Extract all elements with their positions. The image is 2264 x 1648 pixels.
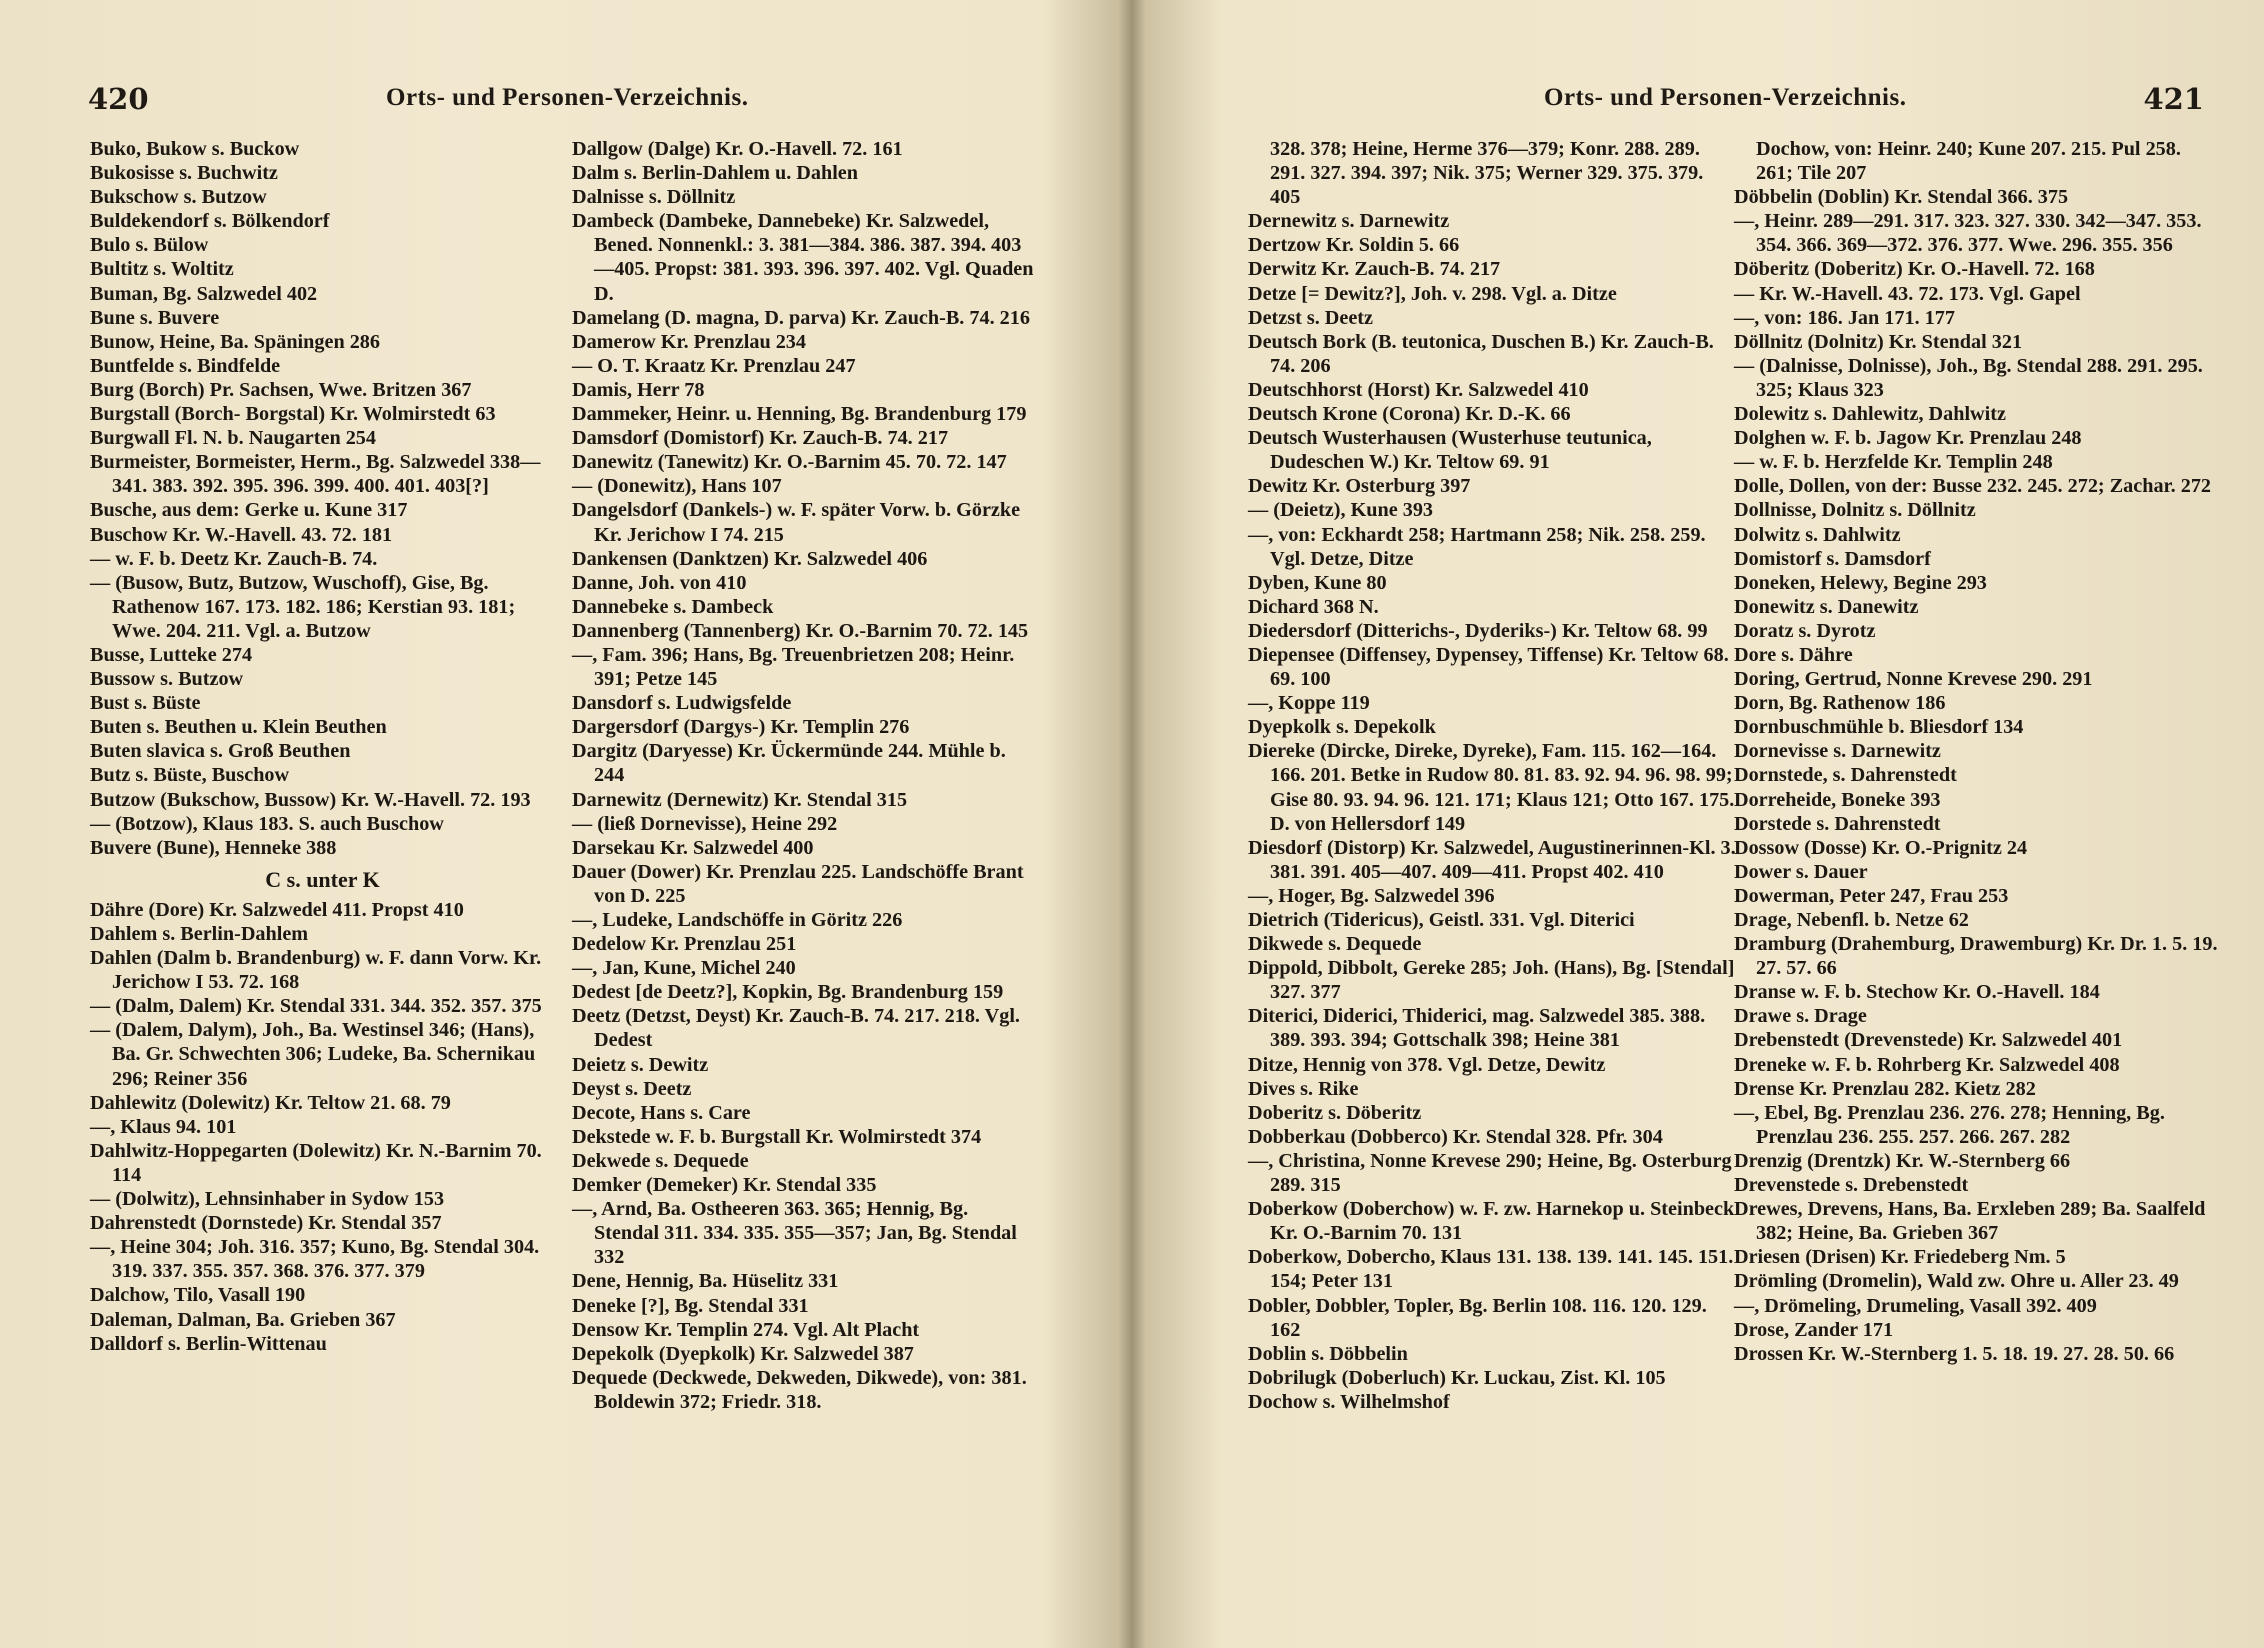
index-entry: —, Jan, Kune, Michel 240 xyxy=(572,957,796,980)
index-entry: — w. F. b. Herzfelde Kr. Templin 248 xyxy=(1734,451,2053,474)
index-entry: — Kr. W.-Havell. 43. 72. 173. Vgl. Gapel xyxy=(1734,282,2081,305)
index-entry: Donewitz s. Danewitz xyxy=(1734,595,1919,618)
index-entry: — (Botzow), Klaus 183. S. auch Buschow xyxy=(90,812,444,835)
index-entry: —, Drömeling, Drumeling, Vasall 392. 409 xyxy=(1734,1294,2097,1317)
index-entry: Dahlem s. Berlin-Dahlem xyxy=(90,923,309,945)
index-entry: Burgwall Fl. N. b. Naugarten 254 xyxy=(90,427,376,450)
index-entry: Dolwitz s. Dahlwitz xyxy=(1734,523,1901,546)
index-entry: Densow Kr. Templin 274. Vgl. Alt Placht xyxy=(572,1318,920,1341)
index-entry: Dorstede s. Dahrenstedt xyxy=(1734,812,1941,835)
index-entry: Dalnisse s. Döllnitz xyxy=(572,186,736,209)
index-entry: Bunow, Heine, Ba. Späningen 286 xyxy=(90,330,380,353)
index-entry: — (Dolwitz), Lehnsinhaber in Sydow 153 xyxy=(90,1188,445,1211)
index-entry: Danewitz (Tanewitz) Kr. O.-Barnim 45. 70. 72. 147 xyxy=(572,451,1007,474)
index-entry: Damerow Kr. Prenzlau 234 xyxy=(572,330,806,353)
index-entry: Dollnisse, Dolnitz s. Döllnitz xyxy=(1734,499,1976,522)
index-entry: Dobrilugk (Doberluch) Kr. Luckau, Zist. Kl. 105 xyxy=(1248,1366,1666,1389)
index-entry: Drense Kr. Prenzlau 282. Kietz 282 xyxy=(1734,1077,2036,1100)
entry-list xyxy=(90,898,555,1356)
index-entry: Buvere (Bune), Henneke 388 xyxy=(90,836,337,859)
index-entry: Buman, Bg. Salzwedel 402 xyxy=(90,282,318,305)
index-entry: Dekwede s. Dequede xyxy=(572,1149,749,1172)
index-entry: Darnewitz (Dernewitz) Kr. Stendal 315 xyxy=(572,788,908,811)
index-entry: — (Busow, Butz, Butzow, Wuschoff), Gise, Bg. Rathenow 167. 173. 182. 186; Kerstian 93. 181; Wwe. 204. 211. Vgl. a. Butzow xyxy=(90,571,516,642)
index-entry: Dallgow (Dalge) Kr. O.-Havell. 72. 161 xyxy=(572,138,903,160)
index-entry: Dreneke w. F. b. Rohrberg Kr. Salzwedel 408 xyxy=(1734,1053,2120,1076)
index-entry: Döberitz (Doberitz) Kr. O.-Havell. 72. 168 xyxy=(1734,258,2095,281)
index-entry: Doblin s. Döbbelin xyxy=(1248,1342,1408,1365)
index-entry: Dochow s. Wilhelmshof xyxy=(1248,1390,1450,1413)
index-entry: Buschow Kr. W.-Havell. 43. 72. 181 xyxy=(90,523,393,546)
index-entry: Dauer (Dower) Kr. Prenzlau 225. Landschöffe Brant von D. 225 xyxy=(572,860,1024,907)
index-entry: Drevenstede s. Drebenstedt xyxy=(1734,1174,1969,1197)
index-entry: Doberkow (Doberchow) w. F. zw. Harnekop u. Steinbeck Kr. O.-Barnim 70. 131 xyxy=(1248,1198,1735,1245)
index-entry: Dedelow Kr. Prenzlau 251 xyxy=(572,933,797,956)
index-entry: Dankensen (Danktzen) Kr. Salzwedel 406 xyxy=(572,547,928,570)
index-entry: Dahlewitz (Dolewitz) Kr. Teltow 21. 68. 79 xyxy=(90,1091,451,1114)
index-entry: 328. 378; Heine, Herme 376—379; Konr. 288. 289. 291. 327. 394. 397; Nik. 375; Werner 329. 375. 379. 405 xyxy=(1270,138,1704,209)
index-entry: — (Deietz), Kune 393 xyxy=(1248,499,1434,522)
index-entry: — (ließ Dornevisse), Heine 292 xyxy=(572,812,838,835)
index-entry: Drewes, Drevens, Hans, Ba. Erxleben 289; Ba. Saalfeld 382; Heine, Ba. Grieben 367 xyxy=(1734,1198,2206,1245)
index-entry: Bulo s. Bülow xyxy=(90,234,209,257)
index-entry: —, Ludeke, Landschöffe in Göritz 226 xyxy=(572,909,903,931)
index-entry: —, Arnd, Ba. Ostheeren 363. 365; Hennig, Bg. Stendal 311. 334. 335. 355—357; Jan, Bg. Stendal 332 xyxy=(572,1198,1017,1269)
index-entry: Dornevisse s. Darnewitz xyxy=(1734,740,1941,763)
index-entry: Detzst s. Deetz xyxy=(1248,306,1373,329)
index-entry: Drömling (Dromelin), Wald zw. Ohre u. Aller 23. 49 xyxy=(1734,1270,2179,1293)
page-number: 420 xyxy=(88,82,149,116)
index-entry: — (Dalem, Dalym), Joh., Ba. Westinsel 346; (Hans), Ba. Gr. Schwechten 306; Ludeke, Ba. Schernikau 296; Reiner 356 xyxy=(90,1019,536,1090)
index-entry: — (Dalm, Dalem) Kr. Stendal 331. 344. 352. 357. 375 xyxy=(90,995,542,1018)
index-entry: Buten slavica s. Groß Beuthen xyxy=(90,740,351,763)
index-entry: Bune s. Buvere xyxy=(90,306,220,329)
index-entry: Buko, Bukow s. Buckow xyxy=(90,138,300,160)
index-entry: Dochow, von: Heinr. 240; Kune 207. 215. Pul 258. 261; Tile 207 xyxy=(1756,138,2181,185)
index-entry: Deutschhorst (Horst) Kr. Salzwedel 410 xyxy=(1248,378,1589,401)
index-entry: Bukschow s. Butzow xyxy=(90,186,267,209)
index-entry: Daleman, Dalman, Ba. Grieben 367 xyxy=(90,1308,396,1331)
index-entry: Ditze, Hennig von 378. Vgl. Detze, Dewitz xyxy=(1248,1053,1606,1076)
index-entry: Dorn, Bg. Rathenow 186 xyxy=(1734,692,1946,715)
index-entry: Dossow (Dosse) Kr. O.-Prignitz 24 xyxy=(1734,836,2028,859)
index-entry: Burg (Borch) Pr. Sachsen, Wwe. Britzen 367 xyxy=(90,378,472,401)
index-entry: Burmeister, Bormeister, Herm., Bg. Salzwedel 338—341. 383. 392. 395. 396. 399. 400. 401. 403[?] xyxy=(90,451,541,498)
index-entry: Dobberkau (Dobberco) Kr. Stendal 328. Pfr. 304 xyxy=(1248,1125,1663,1148)
index-entry: Buten s. Beuthen u. Klein Beuthen xyxy=(90,716,387,739)
index-entry: Deetz (Detzst, Deyst) Kr. Zauch-B. 74. 217. 218. Vgl. Dedest xyxy=(572,1005,1020,1052)
index-entry: Diepensee (Diffensey, Dypensey, Tiffense) Kr. Teltow 68. 69. 100 xyxy=(1248,643,1729,691)
index-entry: Buldekendorf s. Bölkendorf xyxy=(90,210,330,233)
index-entry: Doratz s. Dyrotz xyxy=(1734,619,1876,642)
page-number: 421 xyxy=(2143,82,2204,116)
index-entry: Damelang (D. magna, D. parva) Kr. Zauch-B. 74. 216 xyxy=(572,306,1030,329)
index-entry: Dahlen (Dalm b. Brandenburg) w. F. dann Vorw. Kr. Jerichow I 53. 72. 168 xyxy=(90,947,542,994)
index-entry: Dyepkolk s. Depekolk xyxy=(1248,716,1436,739)
index-entry: —, Heinr. 289—291. 317. 323. 327. 330. 342—347. 353. 354. 366. 369—372. 376. 377. Wwe. 296. 355. 356 xyxy=(1734,210,2202,257)
index-entry: Deneke [?], Bg. Stendal 331 xyxy=(572,1294,809,1317)
index-entry: Drose, Zander 171 xyxy=(1734,1318,1894,1341)
index-entry: Burgstall (Borch- Borgstal) Kr. Wolmirstedt 63 xyxy=(90,403,496,426)
index-entry: Diereke (Dircke, Direke, Dyreke), Fam. 115. 162—164. 166. 201. Betke in Rudow 80. 81. 83. 92. 94. 96. 98. 99; Gise 80. 93. 94. 96. 121. 171; Klaus 121; Otto 167. 175. D. von Hellersdorf 149 xyxy=(1248,740,1735,835)
index-entry: Dobler, Dobbler, Topler, Bg. Berlin 108. 116. 120. 129. 162 xyxy=(1248,1294,1707,1341)
index-entry: Dekstede w. F. b. Burgstall Kr. Wolmirstedt 374 xyxy=(572,1125,982,1148)
index-entry: Dangelsdorf (Dankels-) w. F. später Vorw. b. Görzke Kr. Jerichow I 74. 215 xyxy=(572,499,1021,546)
running-head: Orts- und Personen-Verzeichnis. xyxy=(1544,84,1907,111)
index-entry: Dower s. Dauer xyxy=(1734,860,1868,883)
index-entry: Dambeck (Dambeke, Dannebeke) Kr. Salzwedel, Bened. Nonnenkl.: 3. 381—384. 386. 387. 394. 403—405. Propst: 381. 393. 396. 397. 402. Vgl. Quaden D. xyxy=(572,210,1034,305)
index-entry: Doberitz s. Döberitz xyxy=(1248,1101,1422,1124)
index-entry: Dichard 368 N. xyxy=(1248,595,1379,618)
index-entry: Damsdorf (Domistorf) Kr. Zauch-B. 74. 217 xyxy=(572,427,949,450)
index-entry: Domistorf s. Damsdorf xyxy=(1734,547,1931,570)
index-entry: Dähre (Dore) Kr. Salzwedel 411. Propst 410 xyxy=(90,898,464,921)
running-head: Orts- und Personen-Verzeichnis. xyxy=(386,84,749,111)
right-column-2 xyxy=(1734,137,2222,1366)
entry-list xyxy=(90,137,555,860)
index-entry: Bukosisse s. Buchwitz xyxy=(90,162,278,185)
index-entry: Detze [= Dewitz?], Joh. v. 298. Vgl. a. Ditze xyxy=(1248,282,1617,305)
index-entry: Dietrich (Tidericus), Geistl. 331. Vgl. Diterici xyxy=(1248,909,1635,931)
index-entry: Dernewitz s. Darnewitz xyxy=(1248,210,1450,233)
index-entry: Dalm s. Berlin-Dahlem u. Dahlen xyxy=(572,162,858,185)
index-entry: Drebenstedt (Drevenstede) Kr. Salzwedel 401 xyxy=(1734,1029,2123,1052)
index-entry: Dornstede, s. Dahrenstedt xyxy=(1734,764,1957,787)
index-entry: Demker (Demeker) Kr. Stendal 335 xyxy=(572,1174,877,1197)
index-entry: Dore s. Dähre xyxy=(1734,643,1853,666)
index-entry: Deyst s. Deetz xyxy=(572,1077,692,1100)
index-entry: Dornbuschmühle b. Bliesdorf 134 xyxy=(1734,716,2024,739)
index-entry: Darsekau Kr. Salzwedel 400 xyxy=(572,836,814,859)
right-column-1 xyxy=(1248,137,1736,1414)
index-entry: Deietz s. Dewitz xyxy=(572,1053,709,1076)
index-entry: Dikwede s. Dequede xyxy=(1248,933,1422,956)
index-entry: Drossen Kr. W.-Sternberg 1. 5. 18. 19. 27. 28. 50. 66 xyxy=(1734,1342,2175,1365)
index-entry: Busse, Lutteke 274 xyxy=(90,643,253,666)
index-entry: Dahlwitz-Hoppegarten (Dolewitz) Kr. N.-Barnim 70. 114 xyxy=(90,1139,542,1186)
index-entry: Dequede (Deckwede, Dekweden, Dikwede), von: 381. Boldewin 372; Friedr. 318. xyxy=(572,1366,1027,1413)
index-entry: Dansdorf s. Ludwigsfelde xyxy=(572,692,792,715)
index-entry: Dene, Hennig, Ba. Hüselitz 331 xyxy=(572,1270,839,1293)
index-entry: Diterici, Diderici, Thiderici, mag. Salzwedel 385. 388. 389. 393. 394; Gottschalk 398; Heine 381 xyxy=(1248,1005,1706,1052)
index-entry: Damis, Herr 78 xyxy=(572,378,705,401)
index-entry: Butzow (Bukschow, Bussow) Kr. W.-Havell. 72. 193 xyxy=(90,788,531,811)
right-page xyxy=(1132,0,2264,1648)
index-entry: —, Christina, Nonne Krevese 290; Heine, Bg. Osterburg 289. 315 xyxy=(1248,1149,1732,1197)
index-entry: Dargersdorf (Dargys-) Kr. Templin 276 xyxy=(572,716,910,739)
index-entry: Derwitz Kr. Zauch-B. 74. 217 xyxy=(1248,258,1501,281)
index-entry: Diesdorf (Distorp) Kr. Salzwedel, Augustinerinnen-Kl. 3. 381. 391. 405—407. 409—411. Propst 402. 410 xyxy=(1248,836,1736,883)
index-entry: Bussow s. Butzow xyxy=(90,668,244,691)
index-entry: Doring, Gertrud, Nonne Krevese 290. 291 xyxy=(1734,668,2093,691)
index-entry: — (Donewitz), Hans 107 xyxy=(572,475,782,498)
index-entry: Dolghen w. F. b. Jagow Kr. Prenzlau 248 xyxy=(1734,427,2082,450)
index-entry: —, Heine 304; Joh. 316. 357; Kuno, Bg. Stendal 304. 319. 337. 355. 357. 368. 376. 377. 379 xyxy=(90,1236,540,1283)
index-entry: — w. F. b. Deetz Kr. Zauch-B. 74. xyxy=(90,547,378,570)
index-entry: Dramburg (Drahemburg, Drawemburg) Kr. Dr. 1. 5. 19. 27. 57. 66 xyxy=(1734,933,2218,980)
index-entry: Deutsch Krone (Corona) Kr. D.-K. 66 xyxy=(1248,403,1571,426)
index-entry: Buntfelde s. Bindfelde xyxy=(90,354,281,377)
index-entry: Deutsch Bork (B. teutonica, Duschen B.) Kr. Zauch-B. 74. 206 xyxy=(1248,330,1714,377)
index-entry: Döbbelin (Doblin) Kr. Stendal 366. 375 xyxy=(1734,186,2069,209)
index-entry: Dargitz (Daryesse) Kr. Ückermünde 244. Mühle b. 244 xyxy=(572,740,1006,787)
index-entry: Dahrenstedt (Dornstede) Kr. Stendal 357 xyxy=(90,1212,442,1235)
index-entry: Dertzow Kr. Soldin 5. 66 xyxy=(1248,234,1460,257)
index-entry: Busche, aus dem: Gerke u. Kune 317 xyxy=(90,499,408,522)
index-entry: —, Hoger, Bg. Salzwedel 396 xyxy=(1248,884,1495,907)
index-entry: —, von: 186. Jan 171. 177 xyxy=(1734,306,1955,329)
index-entry: Driesen (Drisen) Kr. Friedeberg Nm. 5 xyxy=(1734,1246,2066,1269)
index-entry: Drawe s. Drage xyxy=(1734,1005,1867,1028)
index-entry: Bust s. Büste xyxy=(90,692,201,715)
index-entry: Drage, Nebenfl. b. Netze 62 xyxy=(1734,909,1969,931)
index-entry: Butz s. Büste, Buschow xyxy=(90,764,290,787)
index-entry: Drenzig (Drentzk) Kr. W.-Sternberg 66 xyxy=(1734,1149,2071,1172)
index-entry: Dalchow, Tilo, Vasall 190 xyxy=(90,1284,306,1307)
index-entry: Döllnitz (Dolnitz) Kr. Stendal 321 xyxy=(1734,330,2023,353)
index-entry: Dolle, Dollen, von der: Busse 232. 245. 272; Zachar. 272 xyxy=(1734,475,2212,498)
index-entry: —, Klaus 94. 101 xyxy=(90,1115,237,1138)
index-entry: Dowerman, Peter 247, Frau 253 xyxy=(1734,884,2009,907)
section-heading: C s. unter K xyxy=(265,866,380,892)
index-entry: Doberkow, Doberchо, Klaus 131. 138. 139. 141. 145. 151. 154; Peter 131 xyxy=(1248,1246,1734,1293)
left-column-2 xyxy=(572,137,1037,1414)
index-entry: Danne, Joh. von 410 xyxy=(572,571,747,594)
index-entry: Dannenberg (Tannenberg) Kr. O.-Barnim 70. 72. 145 xyxy=(572,619,1029,642)
index-entry: Depekolk (Dyepkolk) Kr. Salzwedel 387 xyxy=(572,1342,914,1365)
index-entry: — (Dalnisse, Dolnisse), Joh., Bg. Stendal 288. 291. 295. 325; Klaus 323 xyxy=(1734,354,2203,401)
index-entry: Dewitz Kr. Osterburg 397 xyxy=(1248,475,1471,498)
index-entry: Diedersdorf (Ditterichs-, Dyderiks-) Kr. Teltow 68. 99 xyxy=(1248,619,1708,642)
index-entry: — O. T. Kraatz Kr. Prenzlau 247 xyxy=(572,354,856,377)
index-entry: —, Koppe 119 xyxy=(1248,692,1370,715)
index-entry: Dyben, Kune 80 xyxy=(1248,571,1387,594)
index-entry: Dippold, Dibbolt, Gereke 285; Joh. (Hans), Bg. [Stendal] 327. 377 xyxy=(1248,957,1735,1004)
index-entry: —, von: Eckhardt 258; Hartmann 258; Nik. 258. 259. Vgl. Detze, Ditze xyxy=(1248,523,1706,570)
index-entry: Dalldorf s. Berlin-Wittenau xyxy=(90,1332,327,1355)
index-entry: Dives s. Rike xyxy=(1248,1077,1359,1100)
index-entry: —, Fam. 396; Hans, Bg. Treuenbrietzen 208; Heinr. 391; Petze 145 xyxy=(572,643,1015,691)
index-entry: Dammeker, Heinr. u. Henning, Bg. Brandenburg 179 xyxy=(572,403,1027,426)
left-column-1 xyxy=(90,137,555,1356)
index-entry: —, Ebel, Bg. Prenzlau 236. 276. 278; Henning, Bg. Prenzlau 236. 255. 257. 266. 267. 282 xyxy=(1734,1101,2165,1148)
index-entry: Dannebeke s. Dambeck xyxy=(572,595,774,618)
index-entry: Doneken, Helewy, Begine 293 xyxy=(1734,571,1987,594)
index-entry: Dranse w. F. b. Stechow Kr. O.-Havell. 184 xyxy=(1734,981,2100,1004)
index-entry: Dedest [de Deetz?], Kopkin, Bg. Brandenburg 159 xyxy=(572,981,1004,1004)
index-entry: Dolewitz s. Dahlewitz, Dahlwitz xyxy=(1734,403,2006,426)
index-entry: Bultitz s. Woltitz xyxy=(90,258,234,281)
index-entry: Decote, Hans s. Care xyxy=(572,1101,751,1124)
index-entry: Dorreheide, Boneke 393 xyxy=(1734,788,1941,811)
index-entry: Deutsch Wusterhausen (Wusterhuse teutunica, Dudeschen W.) Kr. Teltow 69. 91 xyxy=(1248,427,1652,474)
